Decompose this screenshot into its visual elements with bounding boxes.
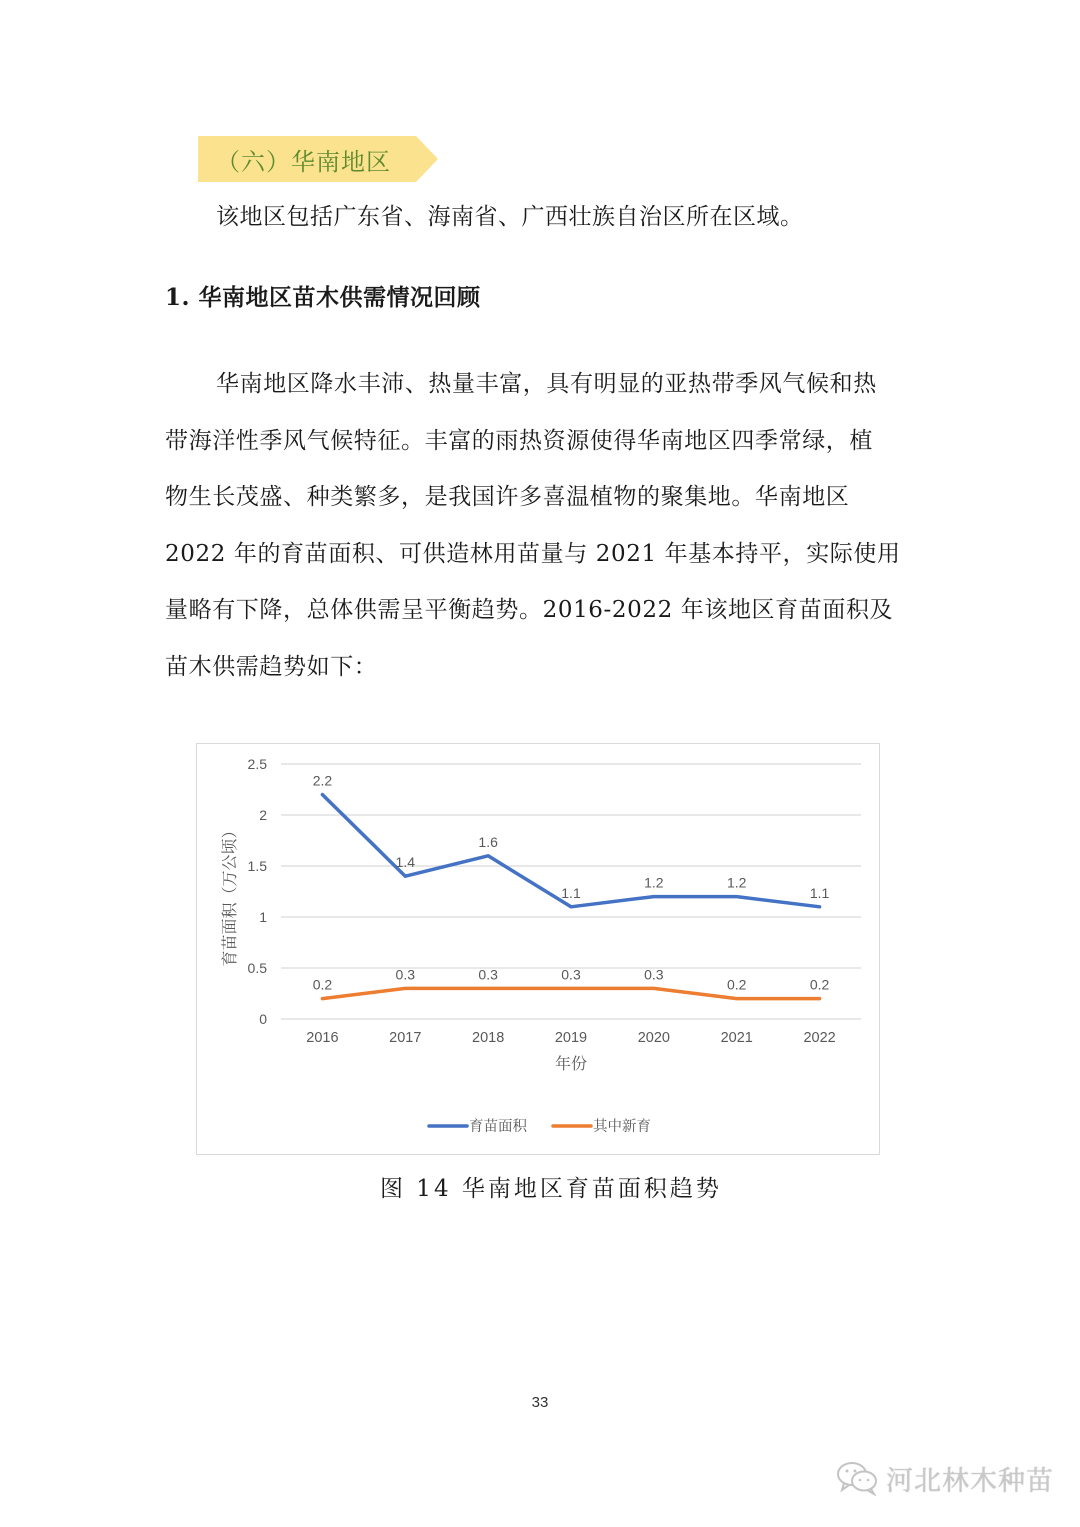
- data-label: 1.1: [561, 884, 581, 901]
- paragraph-line: 带海洋性季风气候特征。丰富的雨热资源使得华南地区四季常绿，植: [165, 427, 873, 454]
- line-chart: [196, 743, 880, 1155]
- data-label: 0.3: [644, 966, 664, 983]
- watermark-text: 河北林木种苗: [886, 1465, 1054, 1497]
- legend-label: 育苗面积: [469, 1119, 527, 1135]
- y-tick-label: 2.5: [247, 756, 267, 772]
- data-label: 0.2: [312, 976, 333, 993]
- x-tick-label: 2017: [389, 1030, 422, 1046]
- page-number: 33: [531, 1394, 549, 1411]
- paragraph-line: 物生长茂盛、种类繁多，是我国许多喜温植物的聚集地。华南地区: [165, 484, 850, 510]
- x-axis-title: 年份: [554, 1056, 588, 1073]
- watermark: [836, 1458, 1054, 1498]
- x-tick-label: 2016: [306, 1030, 339, 1046]
- x-tick-label: 2022: [803, 1030, 836, 1046]
- data-label: 1.6: [478, 833, 498, 850]
- paragraph-line: 华南地区降水丰沛、热量丰富，具有明显的亚热带季风气候和热: [216, 371, 877, 397]
- x-tick-label: 2020: [637, 1030, 670, 1046]
- data-label: 0.3: [478, 966, 498, 983]
- y-tick-label: 1.5: [247, 858, 267, 874]
- x-tick-label: 2019: [554, 1030, 588, 1046]
- section-heading: 1. 华南地区苗木供需情况回顾: [165, 284, 481, 311]
- y-tick-label: 0.5: [247, 960, 267, 976]
- body-paragraph: [165, 356, 917, 695]
- intro-text: 该地区包括广东省、海南省、广西壮族自治区所在区域。: [216, 204, 804, 230]
- figure-caption: 图 14 华南地区育苗面积趋势: [380, 1176, 722, 1202]
- wechat-icon: [836, 1460, 880, 1496]
- data-label: 0.3: [395, 966, 416, 983]
- paragraph-line: 苗木供需趋势如下：: [165, 653, 378, 680]
- section-tag-label: （六）华南地区: [216, 148, 391, 176]
- legend-label: 其中新育: [593, 1119, 651, 1135]
- y-tick-label: 0: [259, 1011, 267, 1027]
- data-label: 1.1: [809, 884, 830, 901]
- chart-canvas: [197, 744, 881, 1156]
- y-axis-title: 育苗面积（万公顷）: [222, 822, 239, 967]
- data-label: 0.2: [726, 976, 747, 993]
- x-tick-label: 2021: [720, 1030, 753, 1046]
- paragraph-line: 2022 年的育苗面积、可供造林用苗量与 2021 年基本持平，实际使用: [165, 540, 901, 567]
- data-label: 1.4: [395, 854, 416, 871]
- data-label: 2.2: [312, 772, 333, 789]
- data-label: 1.2: [644, 874, 664, 891]
- section-tag: [198, 136, 438, 182]
- data-label: 0.3: [561, 966, 581, 983]
- data-label: 0.2: [809, 976, 830, 993]
- y-tick-label: 2: [259, 807, 267, 823]
- y-tick-label: 1: [259, 909, 267, 925]
- data-label: 1.2: [726, 874, 747, 891]
- paragraph-line: 量略有下降，总体供需呈平衡趋势。2016-2022 年该地区育苗面积及: [165, 597, 894, 623]
- x-tick-label: 2018: [472, 1030, 505, 1046]
